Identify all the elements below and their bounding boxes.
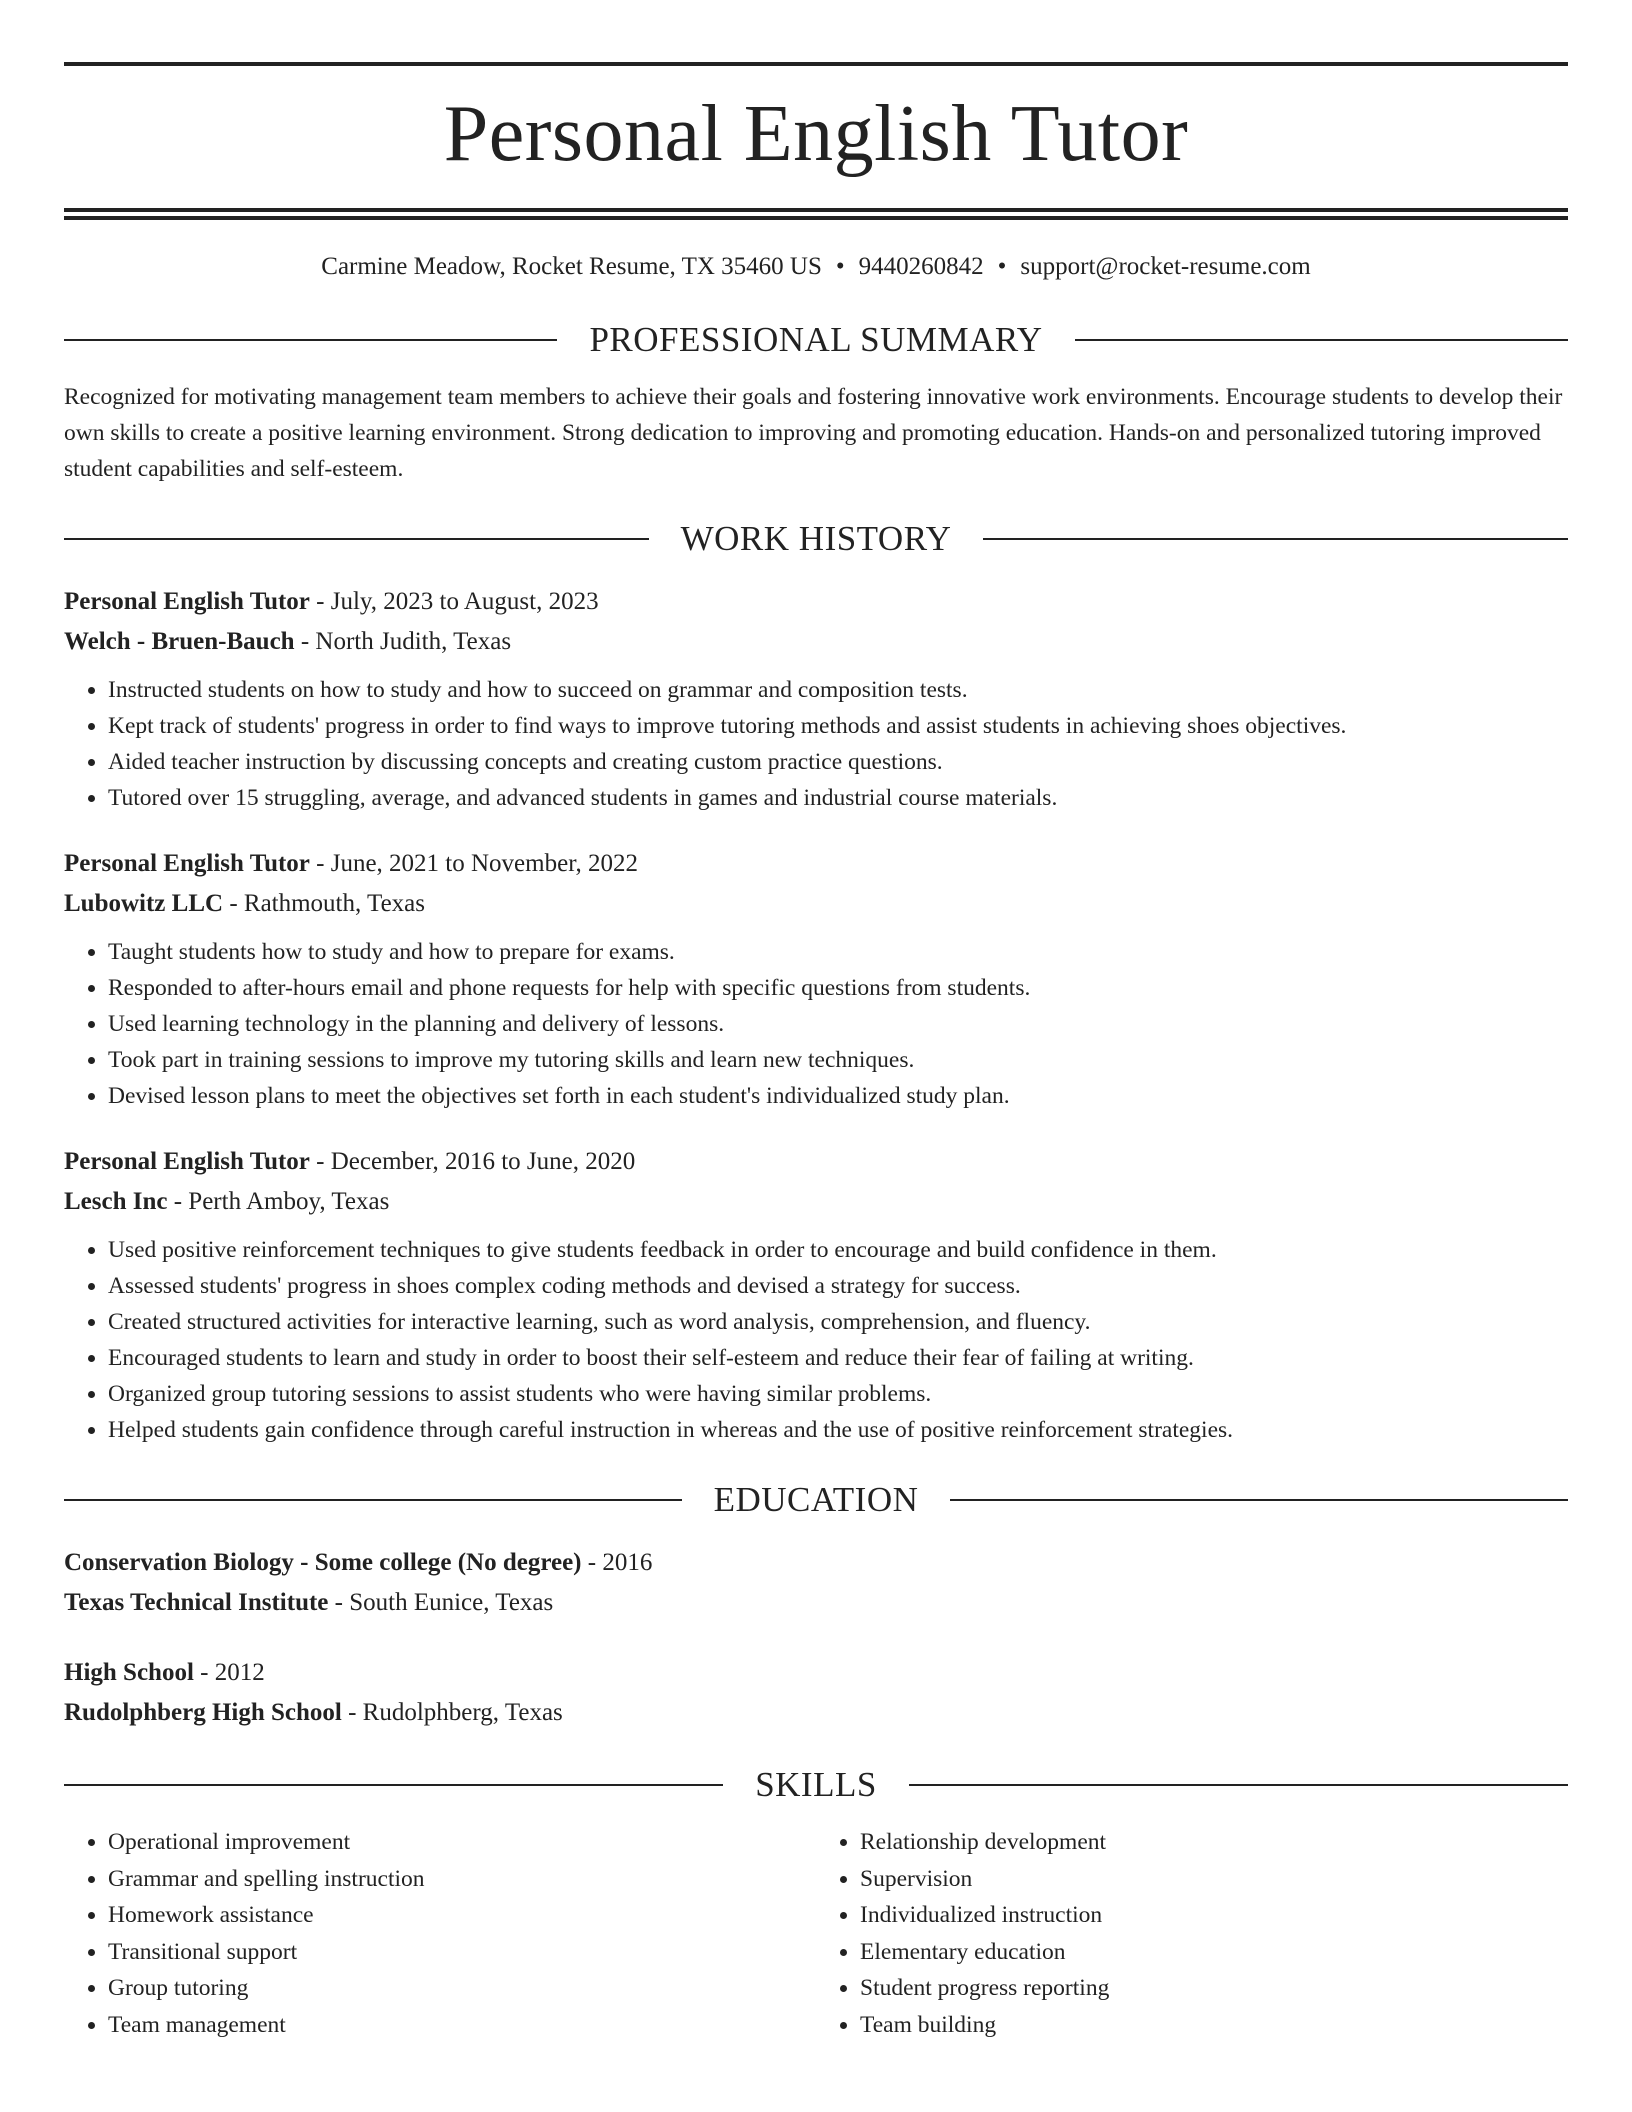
section-divider-left	[64, 1784, 723, 1786]
job-duty-item: • Created structured activities for interactive learning, such as word analysis, comprehension, and fluency.	[108, 1304, 1568, 1340]
job-entry	[64, 1142, 1568, 1448]
skills-list	[64, 1824, 1568, 2043]
skills-section-header	[64, 1767, 1568, 1802]
skill-item: • Individualized instruction	[860, 1897, 1568, 1934]
education-location: - Rudolphberg, Texas	[341, 1699, 563, 1726]
skill-item: • Operational improvement	[108, 1824, 816, 1861]
job-company-line	[64, 884, 1568, 924]
job-company: Welch - Bruen-Bauch	[64, 628, 295, 655]
job-duty-item: • Used positive reinforcement techniques to give students feedback in order to encourage and build confidence in them.	[108, 1232, 1568, 1268]
skills-column-right	[816, 1824, 1568, 2043]
education-degree-line	[64, 1653, 1568, 1693]
work-history-list	[64, 582, 1568, 1448]
skill-item: • Team management	[108, 2007, 816, 2044]
skills-column-left	[64, 1824, 816, 2043]
job-company-line	[64, 1182, 1568, 1222]
education-school: Texas Technical Institute	[64, 1589, 329, 1616]
top-divider	[64, 62, 1568, 66]
job-duties	[64, 934, 1568, 1114]
section-divider-left	[64, 1499, 682, 1501]
skill-item: • Elementary education	[860, 1934, 1568, 1971]
education-section-header	[64, 1482, 1568, 1517]
resume-title: Personal English Tutor	[443, 90, 1189, 178]
education-location: - South Eunice, Texas	[328, 1589, 554, 1616]
education-school-line	[64, 1693, 1568, 1733]
job-duty-item: • Took part in training sessions to improve my tutoring skills and learn new techniques.	[108, 1042, 1568, 1078]
skill-item: • Group tutoring	[108, 1970, 816, 2007]
contact-address: Carmine Meadow, Rocket Resume, TX 35460 US	[321, 253, 822, 280]
job-company: Lubowitz LLC	[64, 890, 224, 917]
contact-line	[64, 252, 1568, 282]
skill-item: • Grammar and spelling instruction	[108, 1861, 816, 1898]
job-duty-item: • Responded to after-hours email and phone requests for help with specific questions from students.	[108, 970, 1568, 1006]
job-duty-item: • Helped students gain confidence through careful instruction in whereas and the use of positive reinforcement strategies.	[108, 1412, 1568, 1448]
job-duty-item: • Instructed students on how to study and how to succeed on grammar and composition tests.	[108, 672, 1568, 708]
job-company-line	[64, 622, 1568, 662]
title-double-divider	[64, 208, 1568, 220]
education-section-title: EDUCATION	[713, 1480, 919, 1519]
job-location: - Rathmouth, Texas	[223, 890, 425, 917]
job-duty-item: • Encouraged students to learn and study in order to boost their self-esteem and reduce their fear of failing at writing.	[108, 1340, 1568, 1376]
section-divider-right	[1075, 339, 1568, 341]
job-duty-item: • Taught students how to study and how to prepare for exams.	[108, 934, 1568, 970]
education-degree: High School	[64, 1659, 194, 1686]
skill-item: • Transitional support	[108, 1934, 816, 1971]
skill-item: • Student progress reporting	[860, 1970, 1568, 2007]
education-year: - 2016	[581, 1549, 653, 1576]
job-title-line	[64, 1142, 1568, 1182]
section-divider-right	[983, 538, 1568, 540]
job-title-line	[64, 582, 1568, 622]
job-duty-item: • Devised lesson plans to meet the objectives set forth in each student's individualized study plan.	[108, 1078, 1568, 1114]
section-divider-right	[950, 1499, 1568, 1501]
section-divider-left	[64, 339, 557, 341]
education-year: - 2012	[193, 1659, 265, 1686]
contact-separator: •	[835, 253, 845, 280]
job-dates: - December, 2016 to June, 2020	[309, 1148, 636, 1175]
skill-item: • Homework assistance	[108, 1897, 816, 1934]
job-title: Personal English Tutor	[64, 1148, 310, 1175]
contact-separator: •	[997, 253, 1007, 280]
education-entry	[64, 1543, 1568, 1623]
job-company: Lesch Inc	[64, 1188, 168, 1215]
summary-section-header	[64, 322, 1568, 357]
work-section-header	[64, 521, 1568, 556]
contact-phone: 9440260842	[858, 253, 984, 280]
job-duty-item: • Tutored over 15 struggling, average, and advanced students in games and industrial course materials.	[108, 780, 1568, 816]
job-duty-item: • Kept track of students' progress in order to find ways to improve tutoring methods and assist students in achieving shoes objectives.	[108, 708, 1568, 744]
section-divider-right	[909, 1784, 1568, 1786]
section-divider-left	[64, 538, 649, 540]
contact-email: support@rocket-resume.com	[1020, 253, 1311, 280]
job-title-line	[64, 844, 1568, 884]
education-school: Rudolphberg High School	[64, 1699, 342, 1726]
job-duty-item: • Assessed students' progress in shoes complex coding methods and devised a strategy for success.	[108, 1268, 1568, 1304]
skills-section-title: SKILLS	[755, 1765, 877, 1804]
summary-section-title: PROFESSIONAL SUMMARY	[589, 320, 1043, 359]
job-location: - Perth Amboy, Texas	[167, 1188, 390, 1215]
job-duty-item: • Organized group tutoring sessions to assist students who were having similar problems.	[108, 1376, 1568, 1412]
job-duty-item: • Aided teacher instruction by discussing concepts and creating custom practice questions.	[108, 744, 1568, 780]
education-degree: Conservation Biology - Some college (No degree)	[64, 1549, 582, 1576]
job-location: - North Judith, Texas	[294, 628, 512, 655]
job-duties	[64, 1232, 1568, 1448]
job-duties	[64, 672, 1568, 816]
job-duty-item: • Used learning technology in the planning and delivery of lessons.	[108, 1006, 1568, 1042]
education-school-line	[64, 1583, 1568, 1623]
summary-text: Recognized for motivating management team members to achieve their goals and fostering innovative work environments. Encourage students to develop their own skills to create a positive learning environment. Strong dedication to improving and promoting education. Hands-on and personalized tutoring improved student capabilities and self-esteem.	[64, 384, 1563, 482]
job-dates: - June, 2021 to November, 2022	[309, 850, 639, 877]
job-title: Personal English Tutor	[64, 588, 310, 615]
education-degree-line	[64, 1543, 1568, 1583]
skill-item: • Relationship development	[860, 1824, 1568, 1861]
job-title: Personal English Tutor	[64, 850, 310, 877]
skill-item: • Supervision	[860, 1861, 1568, 1898]
work-section-title: WORK HISTORY	[680, 519, 952, 558]
job-entry	[64, 582, 1568, 816]
education-entry	[64, 1653, 1568, 1733]
skill-item: • Team building	[860, 2007, 1568, 2044]
job-entry	[64, 844, 1568, 1114]
job-dates: - July, 2023 to August, 2023	[309, 588, 599, 615]
